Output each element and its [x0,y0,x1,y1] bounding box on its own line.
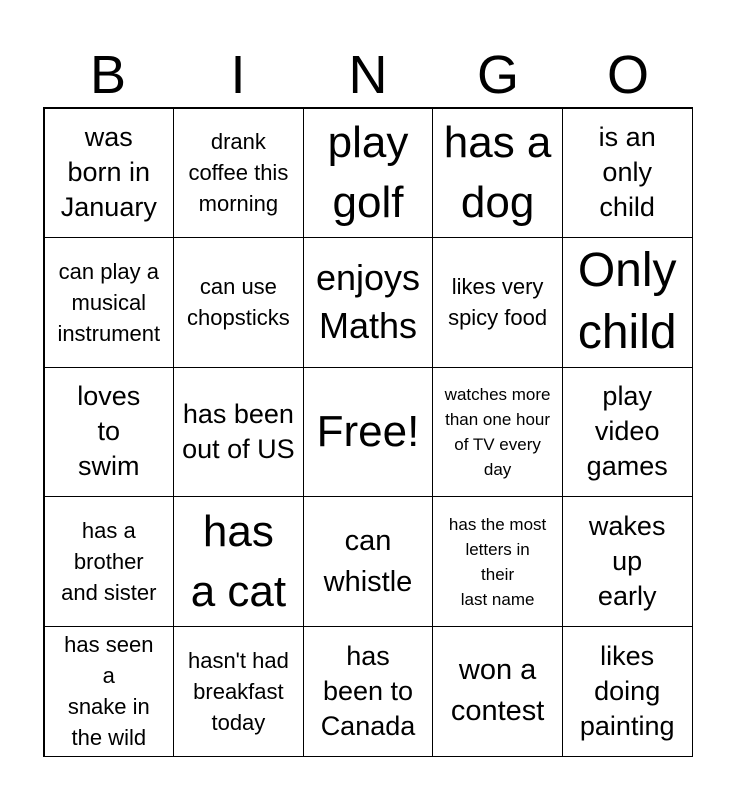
header-letter-b: B [89,45,127,105]
bingo-cell[interactable]: has the most letters in their last name [432,496,563,627]
header-letter-i: I [230,45,246,105]
bingo-header [43,44,693,106]
bingo-cell[interactable]: has a cat [173,496,304,627]
bingo-cell[interactable]: has a dog [432,108,563,239]
bingo-cell[interactable]: won a contest [432,626,563,757]
bingo-cell[interactable]: play golf [303,108,434,239]
free-space-cell[interactable]: Free! [303,367,434,498]
bingo-cell[interactable]: was born in January [44,108,175,239]
bingo-cell[interactable]: loves to swim [44,367,175,498]
bingo-grid [43,107,693,757]
bingo-cell[interactable]: has a brother and sister [44,496,175,627]
bingo-cell[interactable]: likes doing painting [562,626,693,757]
header-letter-o: O [606,45,649,105]
bingo-cell[interactable]: has been to Canada [303,626,434,757]
bingo-cell[interactable]: has seen a snake in the wild [44,626,175,757]
bingo-cell[interactable]: can play a musical instrument [44,237,175,368]
bingo-cell[interactable]: Only child [562,237,693,368]
bingo-cell[interactable]: enjoys Maths [303,237,434,368]
bingo-cell[interactable]: drank coffee this morning [173,108,304,239]
bingo-cell[interactable]: wakes up early [562,496,693,627]
bingo-cell[interactable]: is an only child [562,108,693,239]
header-letter-n: N [348,45,388,105]
bingo-cell[interactable]: likes very spicy food [432,237,563,368]
bingo-cell[interactable]: play video games [562,367,693,498]
bingo-cell[interactable]: can use chopsticks [173,237,304,368]
bingo-cell[interactable]: hasn't had breakfast today [173,626,304,757]
header-letter-g: G [476,45,519,105]
bingo-cell[interactable]: has been out of US [173,367,304,498]
bingo-cell[interactable]: can whistle [303,496,434,627]
bingo-cell[interactable]: watches more than one hour of TV every day [432,367,563,498]
